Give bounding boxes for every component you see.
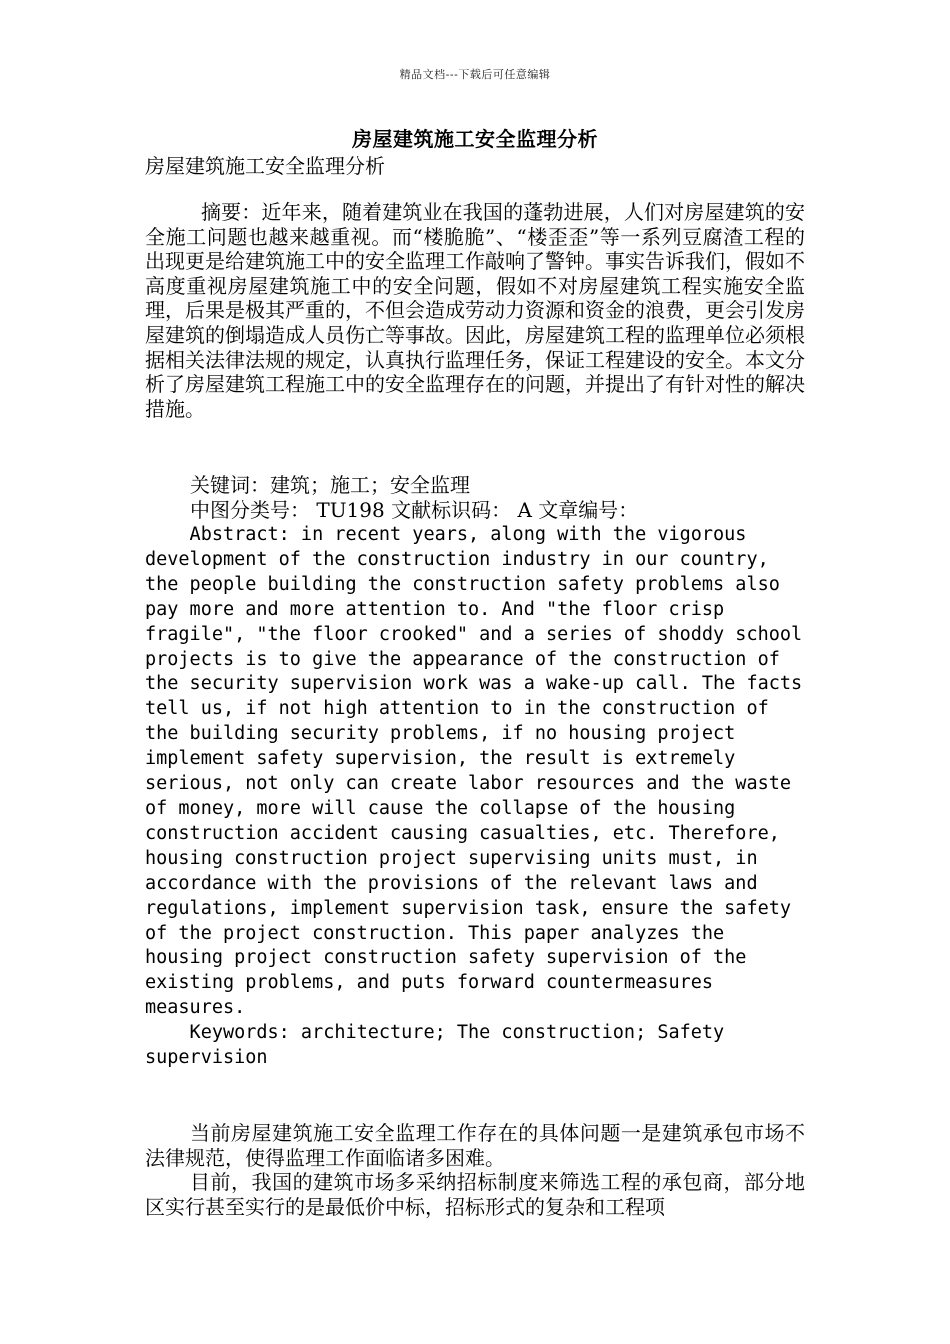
english-keywords: Keywords: architecture; The construction; Safety supervision	[145, 1022, 725, 1068]
body-paragraph: 目前，我国的建筑市场多采纳招标制度来筛选工程的承包商，部分地区实行甚至实行的是最低价中标，招标形式的复杂和工程项	[145, 1170, 805, 1219]
document-title: 房屋建筑施工安全监理分析	[352, 127, 598, 151]
page-header-note: 精品文档---下载后可任意编辑	[399, 68, 551, 81]
chinese-keywords: 关键词：建筑；施工；安全监理	[190, 473, 470, 497]
document-subtitle: 房屋建筑施工安全监理分析	[145, 154, 385, 178]
classification-line: 中图分类号： TU198 文献标识码： A 文章编号：	[190, 498, 639, 522]
chinese-abstract: 摘要：近年来，随着建筑业在我国的蓬勃进展，人们对房屋建筑的安全施工问题也越来越重视。而“楼脆脆”、“楼歪歪”等一系列豆腐渣工程的出现更是给建筑施工中的安全监理工作敲响了警钟。事实告诉我们，假如不高度重视房屋建筑施工中的安全问题，假如不对房屋建筑工程实施安全监理，后果是极其严重的，不但会造成劳动力资源和资金的浪费，更会引发房屋建筑的倒塌造成人员伤亡等事故。因此，房屋建筑工程的监理单位必须根据相关法律法规的规定，认真执行监理任务，保证工程建设的安全。本文分析了房屋建筑工程施工中的安全监理存在的问题，并提出了有针对性的解决措施。	[145, 200, 805, 421]
english-abstract: Abstract: in recent years, along with the vigorous development of the construction industry in our country, the people building the construction safety problems also pay more and more attention to. And "the floor crisp fragile", "the floor crooked" and a series of shoddy school projects is to give the appearance of the construction of the security supervision work was a wake-up call. The facts tell us, if not high attention to in the construction of the building security problems, if no housing project implement safety supervision, the result is extremely serious, not only can create labor resources and the waste of money, more will cause the collapse of the housing construction accident causing casualties, etc. Therefore, housing construction project supervising units must, in accordance with the provisions of the relevant laws and regulations, implement supervision task, ensure the safety of the project construction. This paper analyzes the housing project construction safety supervision of the existing problems, and puts forward countermeasures measures.	[145, 524, 803, 1019]
body-paragraph: 当前房屋建筑施工安全监理工作存在的具体问题一是建筑承包市场不法律规范，使得监理工作面临诸多困难。	[145, 1121, 805, 1170]
